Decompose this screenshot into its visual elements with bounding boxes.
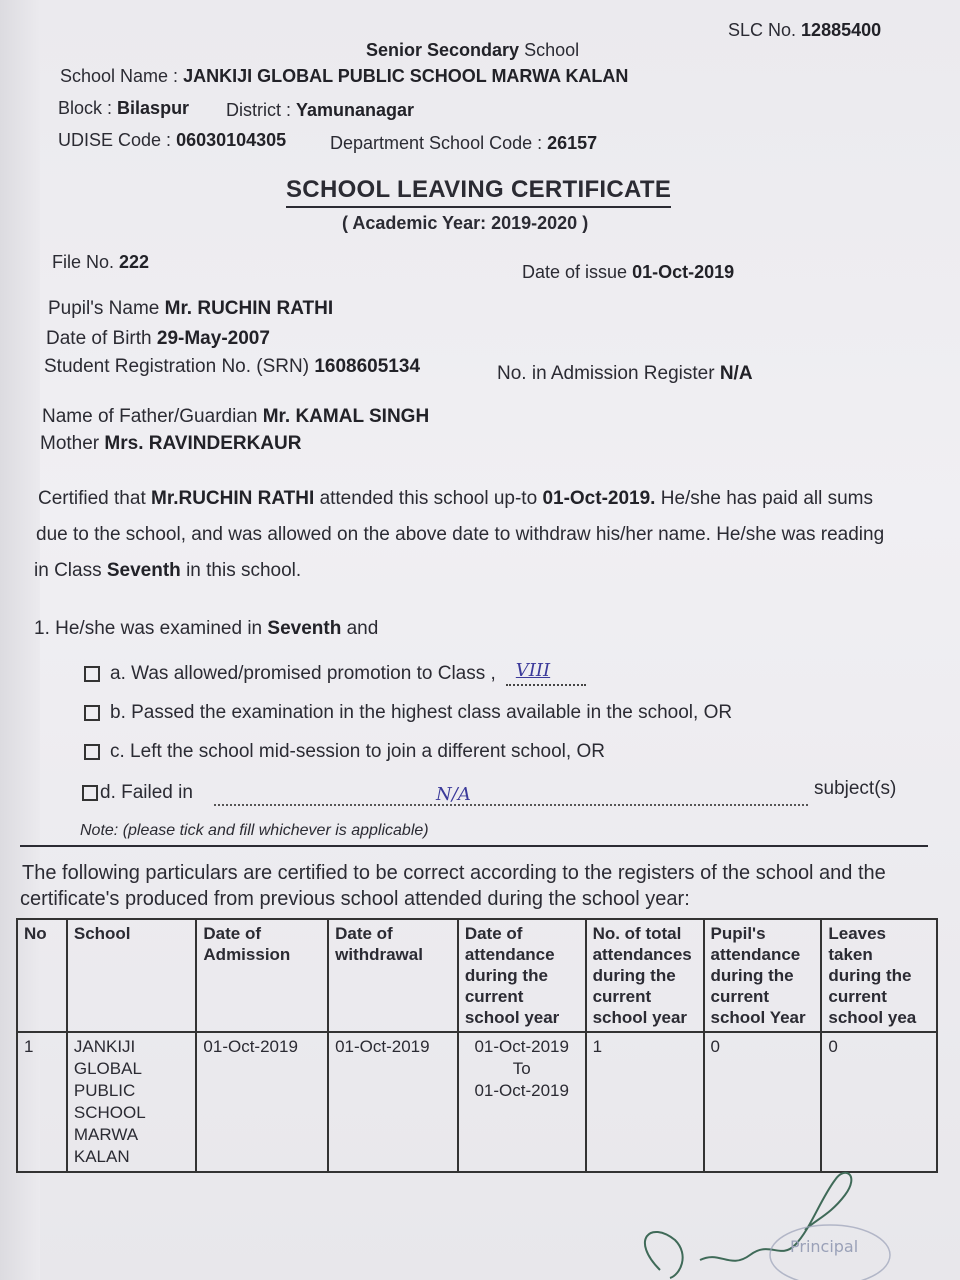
header-total-attendances: No. of total attendances during the current school year	[586, 919, 704, 1032]
mother-name: Mother Mrs. RAVINDERKAUR	[40, 433, 302, 454]
option-b	[84, 702, 732, 724]
stamp-text: Principal	[790, 1237, 859, 1256]
header-leaves: Leaves taken during the current school yea	[821, 919, 937, 1032]
cell-attendance-dates	[458, 1032, 586, 1172]
option-a	[84, 662, 586, 686]
header-attendance-dates: Date of attendance during the current school year	[458, 919, 586, 1032]
slc-number: SLC No. 12885400	[728, 20, 882, 40]
option-d-label: d. Failed in	[100, 782, 193, 803]
school-type: Senior Secondary School	[366, 40, 580, 60]
cell-leaves: 0	[821, 1032, 937, 1172]
pupil-name: Pupil's Name Mr. RUCHIN RATHI	[48, 298, 334, 319]
particulars-table	[16, 918, 938, 1173]
option-c	[84, 741, 605, 763]
file-number: File No. 222	[52, 252, 150, 272]
option-d-fill-line	[214, 786, 808, 806]
divider	[20, 845, 928, 847]
option-d	[82, 782, 193, 804]
issue-date: Date of issue 01-Oct-2019	[522, 262, 735, 282]
att-to-word: To	[512, 1059, 531, 1078]
header-pupil-attendance: Pupil's attendance during the current school Year	[704, 919, 822, 1032]
date-of-birth: Date of Birth 29-May-2007	[46, 328, 270, 349]
academic-year: ( Academic Year: 2019-2020 )	[342, 213, 589, 233]
admission-register-number: No. in Admission Register N/A	[497, 363, 753, 384]
udise-code: UDISE Code : 06030104305	[58, 130, 287, 150]
header-admission: Date of Admission	[196, 919, 328, 1032]
principal-signature-stamp	[620, 1160, 920, 1280]
certificate-title: SCHOOL LEAVING CERTIFICATE	[286, 176, 671, 208]
father-name: Name of Father/Guardian Mr. KAMAL SINGH	[42, 406, 430, 427]
certified-line-2: due to the school, and was allowed on the above date to withdraw his/her name. He/she was reading	[36, 524, 885, 545]
option-c-label: c. Left the school mid-session to join a different school, OR	[110, 741, 605, 762]
option-d-handwritten: N/A	[436, 784, 471, 805]
att-to: 01-Oct-2019	[474, 1081, 569, 1100]
particulars-line-2: certificate's produced from previous school attended during the school year:	[20, 888, 690, 910]
cell-total: 1	[586, 1032, 704, 1172]
option-a-checkbox[interactable]	[84, 666, 100, 682]
option-d-checkbox[interactable]	[82, 785, 98, 801]
table-header-row	[17, 919, 937, 1032]
option-b-label: b. Passed the examination in the highest class available in the school, OR	[110, 702, 733, 723]
cell-school: JANKIJI GLOBAL PUBLIC SCHOOL MARWA KALAN	[67, 1032, 197, 1172]
cell-admission: 01-Oct-2019	[196, 1032, 328, 1172]
option-c-checkbox[interactable]	[84, 744, 100, 760]
certified-line-1: Certified that Mr.RUCHIN RATHI attended this school up-to 01-Oct-2019. He/she has paid all sums	[38, 488, 874, 509]
cell-no: 1	[17, 1032, 67, 1172]
school-name: School Name : JANKIJI GLOBAL PUBLIC SCHOOL MARWA KALAN	[60, 66, 629, 86]
cell-withdrawal: 01-Oct-2019	[328, 1032, 458, 1172]
header-school: School	[67, 919, 197, 1032]
exam-statement: 1. He/she was examined in Seventh and	[34, 618, 379, 639]
option-b-checkbox[interactable]	[84, 705, 100, 721]
department-code: Department School Code : 26157	[330, 133, 598, 153]
header-no: No	[17, 919, 67, 1032]
srn-number: Student Registration No. (SRN) 1608605134	[44, 356, 421, 377]
table-row	[17, 1032, 937, 1172]
block: Block : Bilaspur	[58, 98, 190, 118]
att-from: 01-Oct-2019	[474, 1037, 569, 1056]
option-a-label: a. Was allowed/promised promotion to Class ,	[110, 663, 496, 684]
option-a-fill-line	[506, 662, 586, 686]
subjects-label: subject(s)	[814, 778, 897, 799]
header-withdrawal: Date of withdrawal	[328, 919, 458, 1032]
certified-line-3: in Class Seventh in this school.	[34, 560, 302, 581]
district: District : Yamunanagar	[226, 100, 415, 120]
cell-pupil-attendance: 0	[704, 1032, 822, 1172]
option-a-handwritten: VIII	[515, 660, 551, 681]
note: Note: (please tick and fill whichever is applicable)	[80, 822, 429, 839]
particulars-line-1: The following particulars are certified to be correct according to the registers of the school and the	[22, 862, 886, 884]
